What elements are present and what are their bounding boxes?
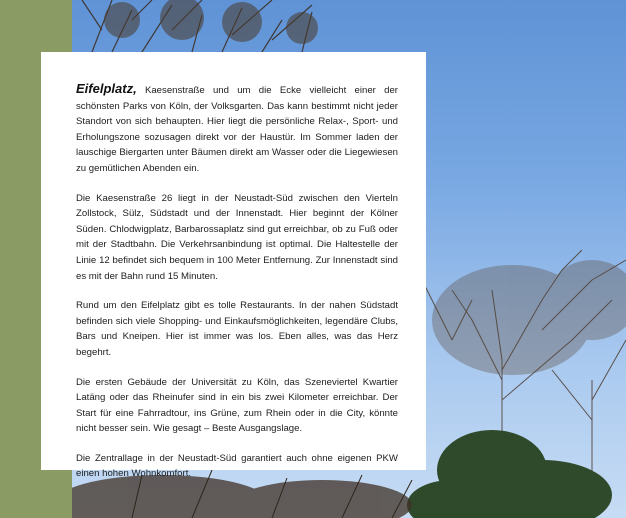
paragraph-restaurants: Rund um den Eifelplatz gibt es tolle Restaurants. In der nahen Südstadt befinden sich viele Shopping- und Einkaufsmöglichkeiten, legendäre Clubs, Bars und Kneipen. Hier ist immer was los. Eben alles, was das Herz begehrt. [76, 300, 398, 358]
intro-text: Kaesenstraße und um die Ecke vielleicht einer der schönsten Parks von Köln, der Volksgarten. Das kann bestimmt nicht jeder Standort von sich behaupten. Hier liegt die persönliche Relax-, Sport- und Erholungszone sozusagen direkt vor der Haustür. Im Sommer laden der lauschige Biergarten unter Bäumen direkt am Wasser oder die Liegewiesen zu gemütlichen Abenden ein. [76, 85, 398, 174]
text-card [41, 52, 426, 480]
paragraph-location: Die Kaesenstraße 26 liegt in der Neustadt-Süd zwischen den Vierteln Zollstock, Sülz, Südstadt und der Innenstadt. Hier beginnt der Kölner Süden. Chlodwigplatz, Barbarossaplatz sind gut erreichbar, ob zu Fuß oder mit der Stadtbahn. Die Verkehrsanbindung ist optimal. Die Haltestelle der Linie 12 befindet sich bequem in 100 Meter Entfernung. Zur Innenstadt sind es mit der Bahn rund 15 Minuten. [76, 192, 398, 282]
place-title: Eifelplatz, [76, 81, 137, 96]
paragraph-university: Die ersten Gebäude der Universität zu Köln, das Szeneviertel Kwartier Latäng oder das Rheinufer sind in ein bis zwei Kilometer erreichbar. Der Start für eine Fahrradtour, ins Grüne, zum Rhein oder in die City, könnte nicht besser sein. Wie gesagt – Beste Ausgangslage. [76, 376, 398, 435]
paragraph-central: Die Zentrallage in der Neustadt-Süd garantiert auch ohne eigenen PKW einen hohen Wohnkomfort. [76, 452, 398, 480]
intro-paragraph [76, 81, 398, 177]
